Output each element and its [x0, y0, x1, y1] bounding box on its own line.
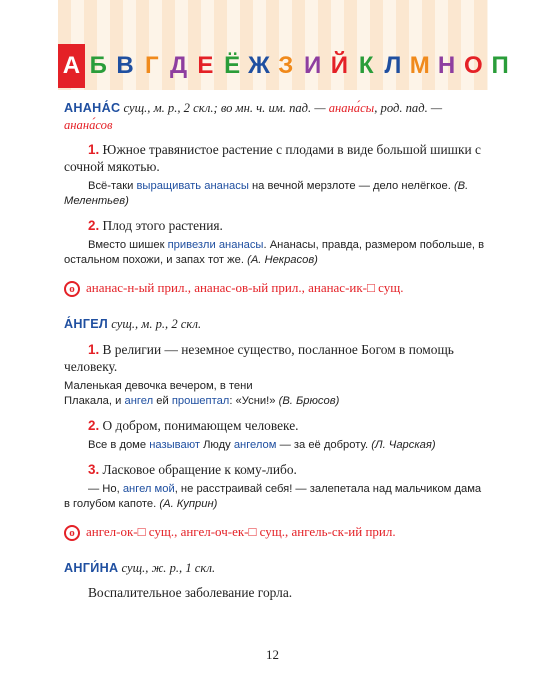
example-poem	[64, 379, 489, 409]
alphabet-letter: В	[116, 52, 134, 79]
entry-header	[64, 316, 489, 333]
alphabet-strip	[58, 44, 514, 88]
example-source: (А. Некрасов)	[247, 254, 318, 266]
example-text: . Ананасы, правда, размером побольше, в остальном похожи, и запах тот же.	[64, 239, 485, 266]
grammar-note: сущ., м. р., 2 скл.; во мн. ч. им. пад. —	[123, 101, 326, 115]
meaning	[64, 141, 489, 175]
meaning-text: Ласковое обращение к кому-либо.	[102, 461, 297, 477]
headword: А́НГЕЛ	[64, 317, 109, 331]
example	[64, 179, 489, 209]
example-source: (А. Куприн)	[159, 497, 218, 510]
word-formation-text: ангел-ок-□ сущ., ангел-оч-ек-□ сущ., ангель-ск-ий прил.	[86, 523, 396, 539]
example-highlight: называют	[149, 438, 200, 451]
example-highlight: ангел мой	[122, 482, 175, 495]
entry-ananas	[64, 100, 489, 298]
meaning-text: В религии — неземное существо, посланное Богом в помощь человеку.	[64, 341, 454, 374]
word-formation	[64, 278, 489, 298]
alphabet-letter: Г	[144, 52, 159, 79]
word-formation	[64, 522, 489, 542]
alphabet-letter: Ё	[224, 52, 241, 79]
genitive-form: анана́сов	[64, 117, 113, 132]
meaning	[64, 217, 489, 234]
alphabet-letter: А	[58, 44, 85, 88]
alphabet-letter: Н	[437, 52, 456, 79]
example-text: , не расстраивай себя! — залепетала над мальчиком дама в голубом капоте.	[64, 482, 482, 510]
example-highlight: выращивать ананасы	[136, 180, 249, 192]
word-formation-icon: о	[64, 525, 80, 541]
example-text: ей	[153, 394, 172, 407]
entry-angel	[64, 316, 489, 542]
meaning-text: О добром, понимающем человеке.	[102, 417, 299, 433]
meaning-text: Плод этого растения.	[102, 218, 223, 233]
example-text: Люду	[199, 438, 234, 451]
meaning-text: Воспалительное заболевание горла.	[88, 585, 293, 600]
example	[64, 438, 489, 453]
meaning	[64, 461, 489, 478]
alphabet-letter: Е	[197, 52, 214, 79]
meaning	[64, 341, 489, 375]
meaning	[64, 584, 489, 601]
example-text: Вместо шишек	[88, 239, 168, 251]
example-text: на вечной мерзлоте — дело нелёгкое.	[248, 180, 454, 192]
example	[64, 238, 489, 268]
meaning-number: 1.	[88, 341, 100, 357]
poem-line	[64, 394, 489, 409]
grammar-note: сущ., ж. р., 1 скл.	[121, 560, 216, 575]
grammar-note: сущ., м. р., 2 скл.	[111, 317, 202, 331]
alphabet-letter: К	[358, 52, 374, 79]
alphabet-letter: Д	[170, 52, 188, 79]
alphabet-letter: З	[278, 52, 294, 79]
dictionary-entries	[64, 100, 489, 607]
alphabet-letter: П	[491, 52, 509, 79]
alphabet-letter: Й	[330, 52, 348, 79]
example-highlight: ангел	[124, 394, 154, 407]
example	[64, 482, 489, 512]
plural-form: анана́сы	[328, 101, 375, 115]
alphabet-letter: И	[303, 52, 322, 79]
page-number: 12	[266, 647, 279, 662]
headword: АНГИ́НА	[64, 560, 119, 575]
headword: АНАНА́С	[64, 101, 121, 115]
example-text: Всё-таки	[88, 180, 137, 192]
meaning-number: 3.	[88, 461, 100, 477]
meaning-number: 2.	[88, 218, 100, 233]
grammar-note-2: , род. пад. —	[374, 101, 443, 115]
example-highlight: привезли ананасы	[167, 239, 264, 251]
example-text: Плакала, и	[64, 394, 125, 407]
meaning-number: 2.	[88, 417, 100, 433]
example-highlight: ангелом	[233, 438, 277, 451]
entry-header	[64, 560, 489, 577]
alphabet-letter: Л	[384, 52, 402, 79]
example-source: (В. Брюсов)	[278, 394, 340, 407]
example-text: : «Усни!»	[229, 394, 279, 407]
alphabet-letter: Б	[89, 52, 107, 79]
example-source: (Л. Чарская)	[371, 438, 436, 451]
alphabet-letter: О	[464, 52, 483, 79]
entry-angina	[64, 560, 489, 602]
meaning	[64, 417, 489, 434]
alphabet-header	[58, 0, 509, 90]
example-text: — за её доброту.	[276, 438, 372, 451]
meaning-text: Южное травянистое растение с плодами в виде большой шишки с сочной мякотью.	[64, 142, 481, 174]
example-source: (В. Мелентьев)	[64, 180, 469, 207]
alphabet-letter: Ж	[248, 52, 270, 79]
meaning-number: 1.	[88, 142, 100, 157]
example-text: Все в доме	[88, 438, 150, 451]
example-highlight: прошептал	[171, 394, 230, 407]
alphabet-letter: М	[409, 52, 430, 79]
word-formation-text: ананас-н-ый прил., ананас-ов-ый прил., ананас-ик-□ сущ.	[86, 280, 404, 295]
entry-header	[64, 100, 489, 133]
example-text: — Но,	[88, 482, 123, 495]
word-formation-icon: о	[64, 281, 80, 297]
poem-line: Маленькая девочка вечером, в тени	[64, 379, 253, 392]
